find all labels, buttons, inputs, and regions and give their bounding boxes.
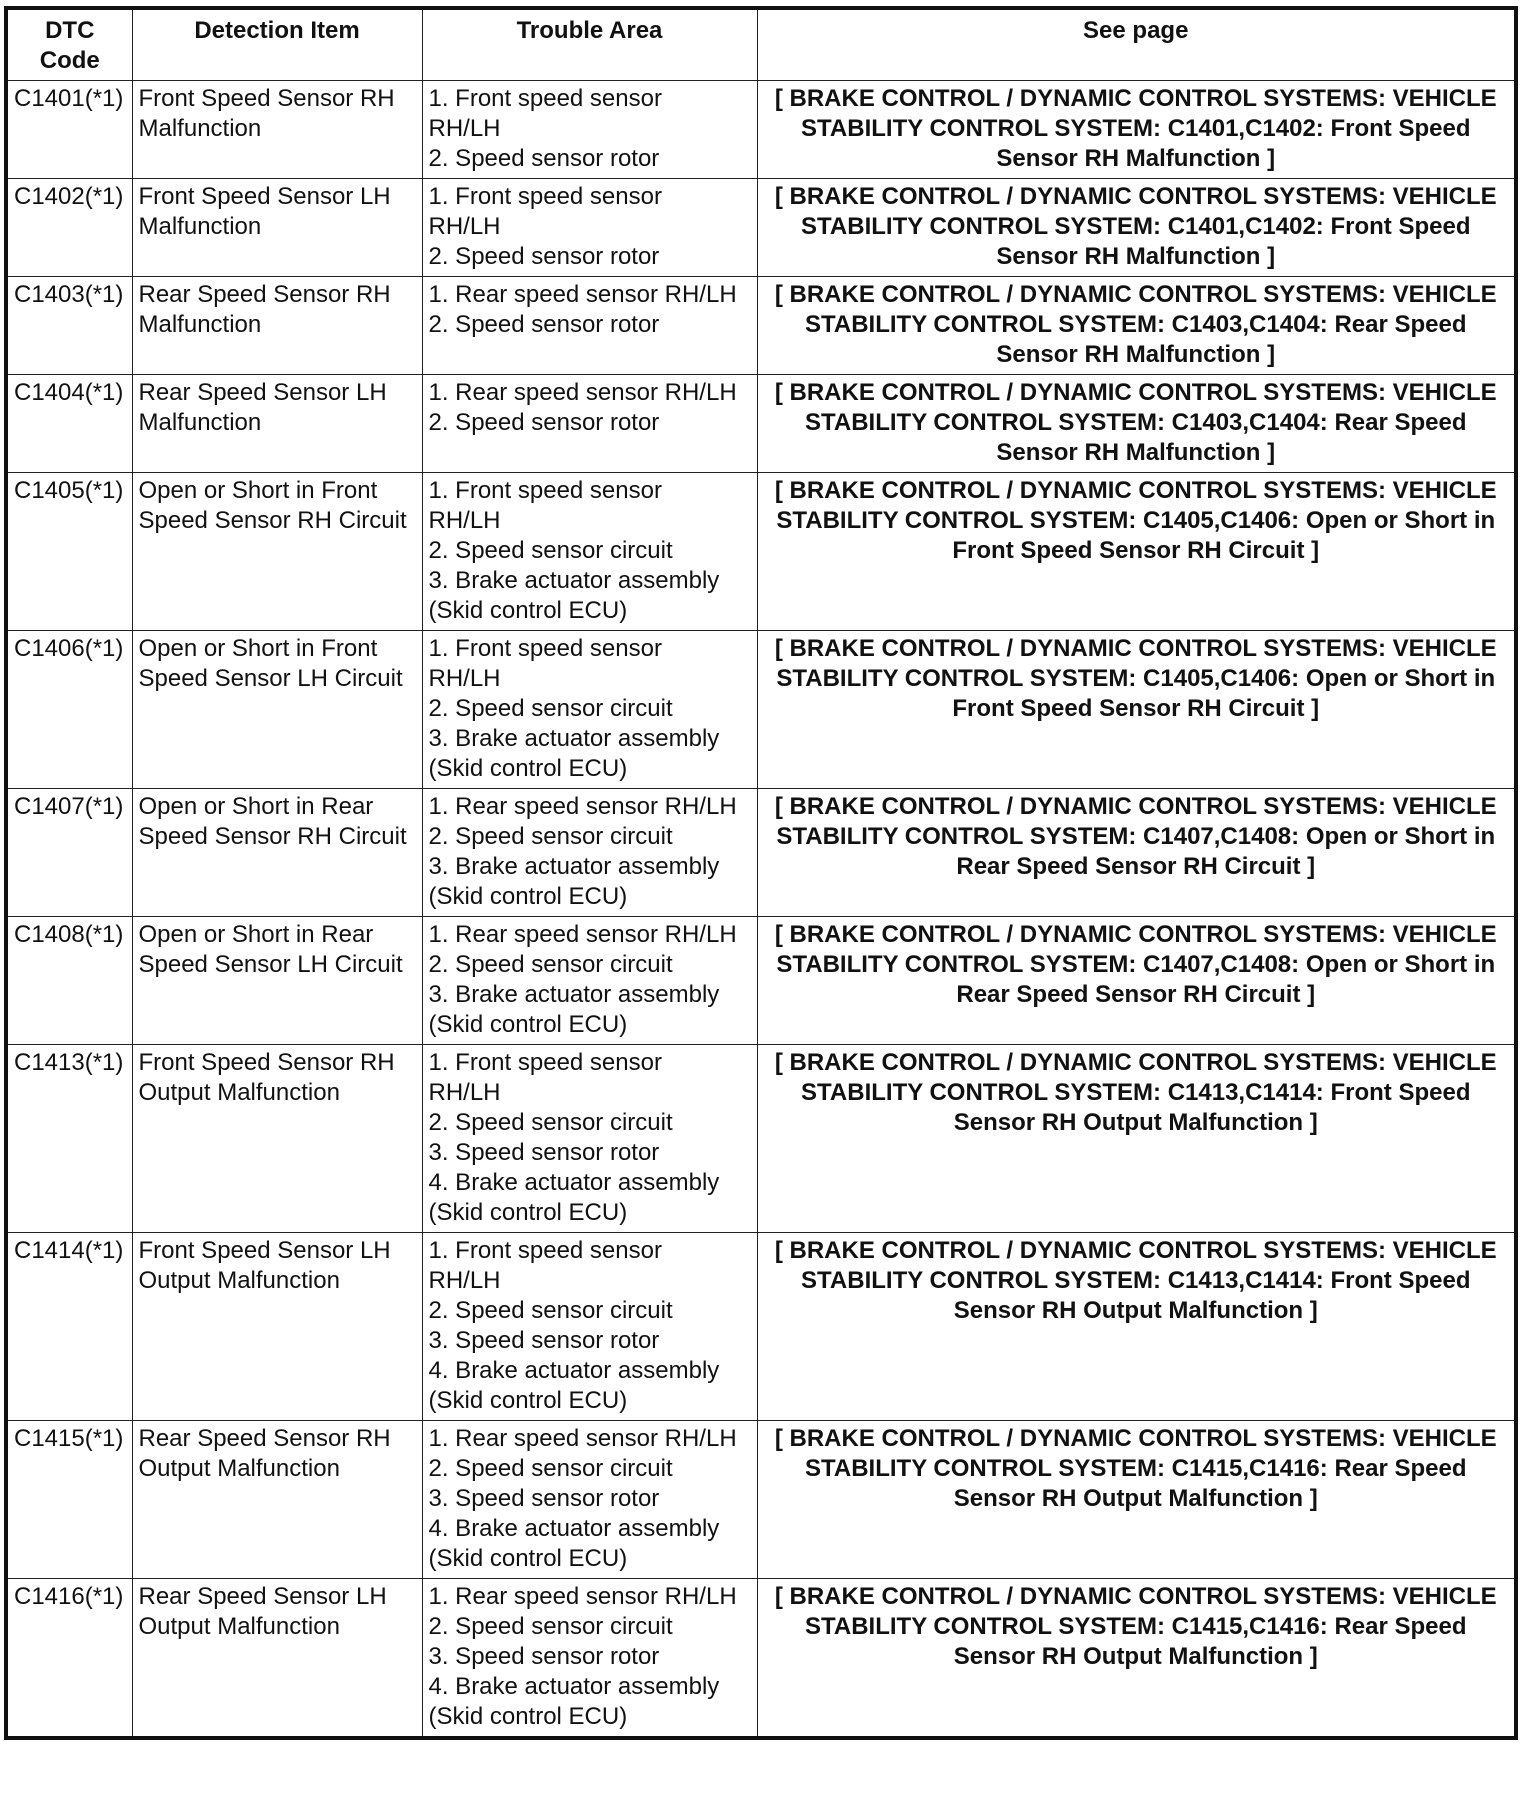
trouble-area-line: 4. Brake actuator assembly xyxy=(428,1169,720,1196)
table-row xyxy=(6,1045,1516,1233)
trouble-area-line: RH/LH xyxy=(428,1079,501,1106)
trouble-area-line: 1. Front speed sensor xyxy=(428,477,662,504)
trouble-area-line: 3. Brake actuator assembly xyxy=(428,567,720,594)
trouble-area-line: 2. Speed sensor rotor xyxy=(428,311,660,338)
see-page-link[interactable]: [ BRAKE CONTROL / DYNAMIC CONTROL SYSTEMS: VEHICLE STABILITY CONTROL SYSTEM: C1403,C1404: Rear Speed Sensor RH Malfunction ] xyxy=(757,277,1516,375)
detection-item-cell: Rear Speed Sensor LH Malfunction xyxy=(132,375,422,473)
trouble-area-cell xyxy=(422,631,757,789)
table-header-row xyxy=(6,8,1516,81)
trouble-area-line: (Skid control ECU) xyxy=(428,883,628,910)
see-page-link[interactable]: [ BRAKE CONTROL / DYNAMIC CONTROL SYSTEMS: VEHICLE STABILITY CONTROL SYSTEM: C1413,C1414: Front Speed Sensor RH Output Malfunction ] xyxy=(757,1233,1516,1421)
dtc-table xyxy=(4,6,1518,1740)
trouble-area-cell xyxy=(422,179,757,277)
trouble-area-line: 4. Brake actuator assembly xyxy=(428,1357,720,1384)
detection-item-cell: Open or Short in Rear Speed Sensor LH Circuit xyxy=(132,917,422,1045)
trouble-area-line: RH/LH xyxy=(428,213,501,240)
trouble-area-line: 1. Rear speed sensor RH/LH xyxy=(428,379,737,406)
trouble-area-line: (Skid control ECU) xyxy=(428,1703,628,1730)
trouble-area-line: 1. Front speed sensor xyxy=(428,1237,662,1264)
trouble-area-cell xyxy=(422,917,757,1045)
trouble-area-line: 2. Speed sensor circuit xyxy=(428,537,673,564)
dtc-code-cell: C1402(*1) xyxy=(6,179,132,277)
trouble-area-line: 3. Brake actuator assembly xyxy=(428,725,720,752)
table-row xyxy=(6,277,1516,375)
trouble-area-line: 1. Front speed sensor xyxy=(428,85,662,112)
dtc-code-cell: C1405(*1) xyxy=(6,473,132,631)
trouble-area-cell xyxy=(422,1045,757,1233)
trouble-area-line: 3. Speed sensor rotor xyxy=(428,1485,660,1512)
dtc-code-cell: C1407(*1) xyxy=(6,789,132,917)
dtc-code-cell: C1404(*1) xyxy=(6,375,132,473)
dtc-code-cell: C1403(*1) xyxy=(6,277,132,375)
trouble-area-cell xyxy=(422,1421,757,1579)
trouble-area-line: 1. Front speed sensor xyxy=(428,635,662,662)
trouble-area-line: 3. Speed sensor rotor xyxy=(428,1327,660,1354)
dtc-code-cell: C1406(*1) xyxy=(6,631,132,789)
trouble-area-cell xyxy=(422,1579,757,1739)
table-body xyxy=(6,81,1516,1739)
trouble-area-line: 1. Rear speed sensor RH/LH xyxy=(428,1583,737,1610)
trouble-area-line: 1. Front speed sensor xyxy=(428,183,662,210)
detection-item-cell: Open or Short in Front Speed Sensor LH Circuit xyxy=(132,631,422,789)
detection-item-cell: Rear Speed Sensor RH Output Malfunction xyxy=(132,1421,422,1579)
detection-item-cell: Rear Speed Sensor RH Malfunction xyxy=(132,277,422,375)
trouble-area-line: 2. Speed sensor circuit xyxy=(428,1613,673,1640)
trouble-area-line: 3. Brake actuator assembly xyxy=(428,981,720,1008)
trouble-area-line: 2. Speed sensor circuit xyxy=(428,695,673,722)
dtc-code-cell: C1408(*1) xyxy=(6,917,132,1045)
table-row xyxy=(6,375,1516,473)
see-page-link[interactable]: [ BRAKE CONTROL / DYNAMIC CONTROL SYSTEMS: VEHICLE STABILITY CONTROL SYSTEM: C1403,C1404: Rear Speed Sensor RH Malfunction ] xyxy=(757,375,1516,473)
trouble-area-line: RH/LH xyxy=(428,665,501,692)
see-page-link[interactable]: [ BRAKE CONTROL / DYNAMIC CONTROL SYSTEMS: VEHICLE STABILITY CONTROL SYSTEM: C1401,C1402: Front Speed Sensor RH Malfunction ] xyxy=(757,81,1516,179)
table-row xyxy=(6,1579,1516,1739)
see-page-link[interactable]: [ BRAKE CONTROL / DYNAMIC CONTROL SYSTEMS: VEHICLE STABILITY CONTROL SYSTEM: C1405,C1406: Open or Short in Front Speed Sensor RH Circuit ] xyxy=(757,473,1516,631)
trouble-area-line: 2. Speed sensor rotor xyxy=(428,243,660,270)
header-trouble-area: Trouble Area xyxy=(422,8,757,81)
trouble-area-line: 1. Front speed sensor xyxy=(428,1049,662,1076)
trouble-area-line: 2. Speed sensor circuit xyxy=(428,823,673,850)
table-row xyxy=(6,179,1516,277)
trouble-area-line: 1. Rear speed sensor RH/LH xyxy=(428,793,737,820)
trouble-area-cell xyxy=(422,81,757,179)
trouble-area-line: (Skid control ECU) xyxy=(428,1011,628,1038)
table-row xyxy=(6,81,1516,179)
detection-item-cell: Rear Speed Sensor LH Output Malfunction xyxy=(132,1579,422,1739)
detection-item-cell: Front Speed Sensor RH Malfunction xyxy=(132,81,422,179)
see-page-link[interactable]: [ BRAKE CONTROL / DYNAMIC CONTROL SYSTEMS: VEHICLE STABILITY CONTROL SYSTEM: C1407,C1408: Open or Short in Rear Speed Sensor RH Circuit ] xyxy=(757,917,1516,1045)
trouble-area-line: 1. Rear speed sensor RH/LH xyxy=(428,921,737,948)
table-row xyxy=(6,1421,1516,1579)
trouble-area-cell xyxy=(422,473,757,631)
trouble-area-line: (Skid control ECU) xyxy=(428,755,628,782)
detection-item-cell: Open or Short in Rear Speed Sensor RH Circuit xyxy=(132,789,422,917)
see-page-link[interactable]: [ BRAKE CONTROL / DYNAMIC CONTROL SYSTEMS: VEHICLE STABILITY CONTROL SYSTEM: C1415,C1416: Rear Speed Sensor RH Output Malfunction ] xyxy=(757,1421,1516,1579)
trouble-area-line: 2. Speed sensor circuit xyxy=(428,1109,673,1136)
detection-item-cell: Open or Short in Front Speed Sensor RH Circuit xyxy=(132,473,422,631)
detection-item-cell: Front Speed Sensor LH Malfunction xyxy=(132,179,422,277)
trouble-area-line: 3. Speed sensor rotor xyxy=(428,1139,660,1166)
trouble-area-cell xyxy=(422,789,757,917)
trouble-area-line: RH/LH xyxy=(428,115,501,142)
trouble-area-cell xyxy=(422,277,757,375)
trouble-area-cell xyxy=(422,1233,757,1421)
trouble-area-line: 2. Speed sensor circuit xyxy=(428,1297,673,1324)
trouble-area-line: RH/LH xyxy=(428,1267,501,1294)
see-page-link[interactable]: [ BRAKE CONTROL / DYNAMIC CONTROL SYSTEMS: VEHICLE STABILITY CONTROL SYSTEM: C1405,C1406: Open or Short in Front Speed Sensor RH Circuit ] xyxy=(757,631,1516,789)
trouble-area-line: 2. Speed sensor rotor xyxy=(428,145,660,172)
trouble-area-line: (Skid control ECU) xyxy=(428,597,628,624)
table-row xyxy=(6,631,1516,789)
trouble-area-line: (Skid control ECU) xyxy=(428,1199,628,1226)
table-row xyxy=(6,473,1516,631)
trouble-area-cell xyxy=(422,375,757,473)
trouble-area-line: 2. Speed sensor circuit xyxy=(428,951,673,978)
dtc-code-cell: C1415(*1) xyxy=(6,1421,132,1579)
header-dtc-code-line1: DTC xyxy=(45,17,95,44)
header-detection-item: Detection Item xyxy=(132,8,422,81)
dtc-code-cell: C1414(*1) xyxy=(6,1233,132,1421)
dtc-document xyxy=(4,6,1514,1740)
trouble-area-line: 3. Speed sensor rotor xyxy=(428,1643,660,1670)
dtc-code-cell: C1413(*1) xyxy=(6,1045,132,1233)
trouble-area-line: (Skid control ECU) xyxy=(428,1387,628,1414)
trouble-area-line: 1. Rear speed sensor RH/LH xyxy=(428,281,737,308)
see-page-link[interactable]: [ BRAKE CONTROL / DYNAMIC CONTROL SYSTEMS: VEHICLE STABILITY CONTROL SYSTEM: C1407,C1408: Open or Short in Rear Speed Sensor RH Circuit ] xyxy=(757,789,1516,917)
trouble-area-line: 3. Brake actuator assembly xyxy=(428,853,720,880)
trouble-area-line: RH/LH xyxy=(428,507,501,534)
table-row xyxy=(6,1233,1516,1421)
detection-item-cell: Front Speed Sensor LH Output Malfunction xyxy=(132,1233,422,1421)
header-see-page: See page xyxy=(757,8,1516,81)
trouble-area-line: 4. Brake actuator assembly xyxy=(428,1515,720,1542)
trouble-area-line: 4. Brake actuator assembly xyxy=(428,1673,720,1700)
see-page-link[interactable]: [ BRAKE CONTROL / DYNAMIC CONTROL SYSTEMS: VEHICLE STABILITY CONTROL SYSTEM: C1401,C1402: Front Speed Sensor RH Malfunction ] xyxy=(757,179,1516,277)
dtc-code-cell: C1401(*1) xyxy=(6,81,132,179)
header-dtc-code xyxy=(6,8,132,81)
table-row xyxy=(6,917,1516,1045)
table-row xyxy=(6,789,1516,917)
trouble-area-line: 1. Rear speed sensor RH/LH xyxy=(428,1425,737,1452)
detection-item-cell: Front Speed Sensor RH Output Malfunction xyxy=(132,1045,422,1233)
trouble-area-line: (Skid control ECU) xyxy=(428,1545,628,1572)
header-dtc-code-line2: Code xyxy=(39,47,100,74)
dtc-code-cell: C1416(*1) xyxy=(6,1579,132,1739)
trouble-area-line: 2. Speed sensor rotor xyxy=(428,409,660,436)
trouble-area-line: 2. Speed sensor circuit xyxy=(428,1455,673,1482)
see-page-link[interactable]: [ BRAKE CONTROL / DYNAMIC CONTROL SYSTEMS: VEHICLE STABILITY CONTROL SYSTEM: C1413,C1414: Front Speed Sensor RH Output Malfunction ] xyxy=(757,1045,1516,1233)
see-page-link[interactable]: [ BRAKE CONTROL / DYNAMIC CONTROL SYSTEMS: VEHICLE STABILITY CONTROL SYSTEM: C1415,C1416: Rear Speed Sensor RH Output Malfunction ] xyxy=(757,1579,1516,1739)
